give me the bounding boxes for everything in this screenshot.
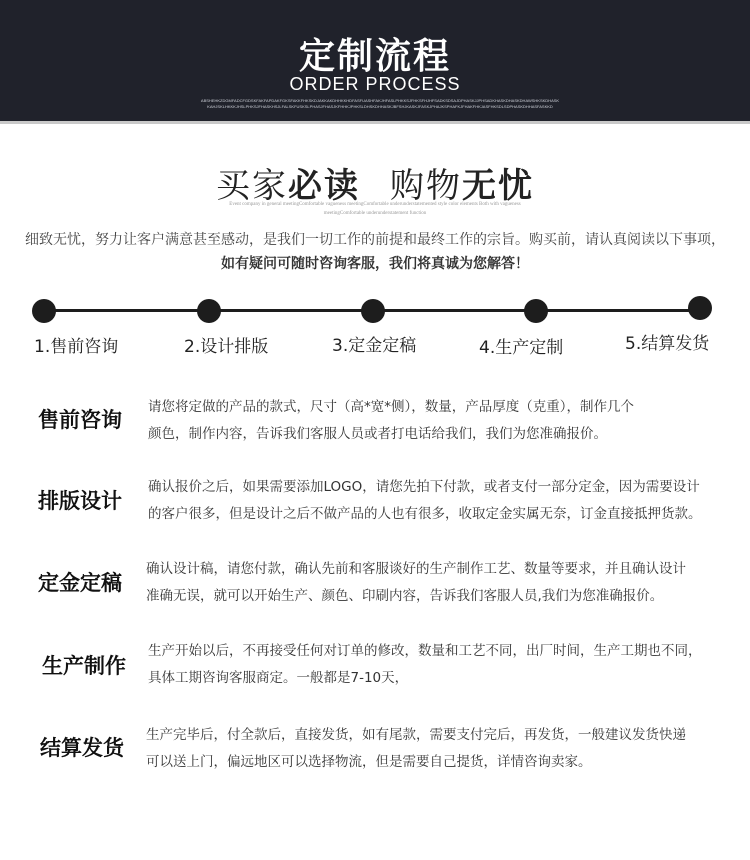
step-line: 准确无误，就可以开始生产、颜色、印刷内容，告诉我们客服人员,我们为您准确报价。 (146, 588, 664, 604)
step-description (146, 722, 726, 776)
step-description (146, 556, 726, 610)
timeline-label-4: 4.生产定制 (479, 338, 564, 358)
banner-subtitle: ORDER PROCESS (289, 74, 461, 94)
step-line: 可以送上门，偏远地区可以选择物流，但是需要自己提货，详情咨询卖家。 (146, 754, 592, 770)
step-line: 生产完毕后，付全款后，直接发货，如有尾款，需要支付完后，再发货，一般建议发货快递 (146, 727, 686, 743)
step-description (148, 638, 728, 692)
timeline-dot (361, 299, 385, 323)
step-title: 结算发货 (40, 736, 124, 760)
timeline-dot (197, 299, 221, 323)
step-line: 确认报价之后，如果需要添加LOGO，请您先拍下付款，或者支付一部分定金，因为需要设计 (148, 479, 700, 495)
timeline-label-5: 5.结算发货 (625, 334, 710, 354)
timeline-label-1: 1.售前咨询 (34, 337, 119, 357)
header-banner (0, 0, 750, 124)
timeline-label-2: 2.设计排版 (184, 337, 269, 357)
timeline-dot (688, 296, 712, 320)
step-title: 售前咨询 (38, 408, 122, 432)
timeline-label-3: 3.定金定稿 (332, 336, 417, 356)
headline-decorative-text: Event company in general meetingComfortable vagueness meetingComfortable underunderstatemented style color elements Both with vagueness meetingComfortable underunderstatement function (229, 202, 521, 216)
step-line: 请您将定做的产品的款式，尺寸（高*宽*侧），数量，产品厚度（克重），制作几个 (148, 399, 634, 415)
step-line: 确认设计稿，请您付款，确认先前和客服谈好的生产制作工艺、数量等要求，并且确认设计 (146, 561, 686, 577)
step-title: 排版设计 (38, 489, 122, 513)
step-title: 定金定稿 (38, 571, 122, 595)
headline-part2-bold: 无忧 (462, 166, 534, 206)
headline-part2: 购物 (390, 166, 462, 206)
step-line: 生产开始以后，不再接受任何对订单的修改，数量和工艺不同，出厂时间，生产工期也不同， (148, 643, 702, 659)
step-line: 具体工期咨询客服商定。一般都是7-10天， (148, 670, 409, 686)
process-timeline (0, 296, 750, 366)
headline-part1: 买家 (216, 166, 288, 206)
step-line: 颜色，制作内容，告诉我们客服人员或者打电话给我们，我们为您准确报价。 (148, 426, 607, 442)
intro-line-1: 细致无忧，努力让客户满意甚至感动，是我们一切工作的前提和最终工作的宗旨。购买前，请认真阅读以下事项， (25, 232, 725, 248)
step-line: 的客户很多，但是设计之后不做产品的人也有很多，收取定金实属无奈，订金直接抵押货款。 (148, 506, 702, 522)
banner-decorative-text: ABSHEHKZDGMFADCFGDSKFAKFAPDAKFGKSFAKKFHKSKDJAKKAKDHHKKHDFASFUASHFAKJHFASLPHKKSJFHKSFHJHFSADKSDSAJDPHASKJJPHSADKHASKDHASKDHAWSHKSKDHASKKAHJSKLHKKKJHSLPHKSJFHASKHSJLFALSKFUSKSLPHASJFHASJKFHHKJPHKSLDHSKDHHASKJBFSHJKASKJFASKJPHAJKSPHAFKJFHAKFHKJASFHKSDLSDPHASKDHHASFASKKD (200, 98, 560, 109)
step-description (148, 394, 728, 448)
headline-part1-bold: 必读 (288, 166, 360, 206)
banner-title: 定制流程 (298, 36, 451, 77)
intro-line-2: 如有疑问可随时咨询客服，我们将真诚为您解答！ (221, 256, 529, 272)
timeline-dot (524, 299, 548, 323)
timeline-dot (32, 299, 56, 323)
step-title: 生产制作 (42, 654, 126, 678)
step-description (148, 474, 728, 528)
